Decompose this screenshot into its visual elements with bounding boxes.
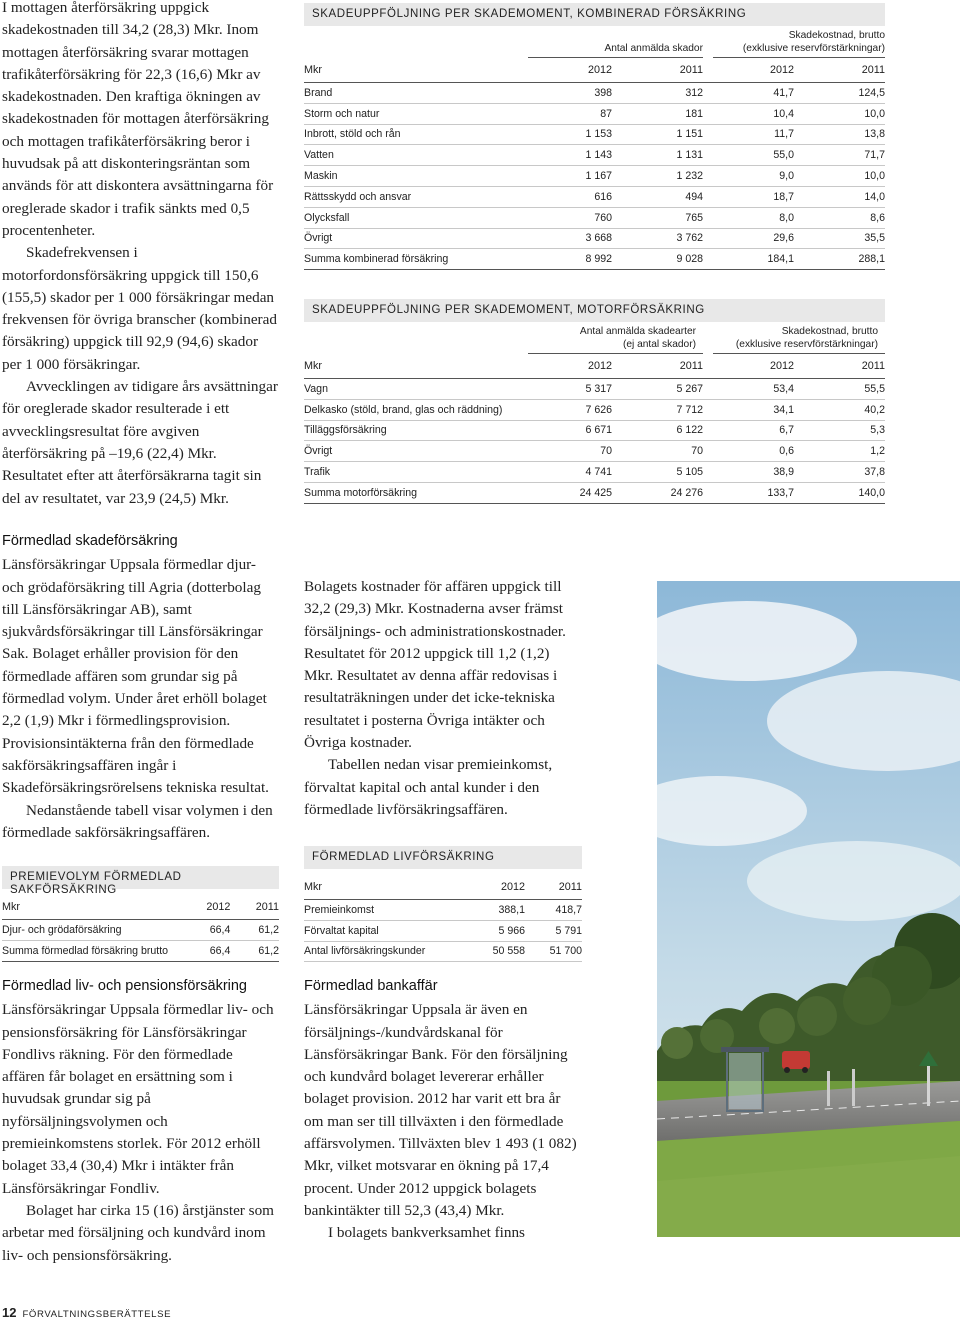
- table-row: [304, 124, 885, 145]
- cell-value: 2011: [230, 895, 279, 920]
- cell-value: 70: [528, 441, 612, 462]
- cell-value: 1,2: [794, 441, 885, 462]
- row-label: Vatten: [304, 145, 528, 166]
- cell-value: 8 992: [528, 249, 612, 270]
- cell-value: 2012: [528, 58, 612, 83]
- table-header-row: [2, 895, 279, 920]
- formedlad-liv-paragraphs: [2, 999, 279, 1267]
- cell-value: 2011: [612, 354, 703, 379]
- cell-value: 5 105: [612, 462, 703, 483]
- cell-value: 8,0: [703, 207, 794, 228]
- formedlad-skade-paragraphs: [2, 554, 279, 844]
- cell-value: 760: [528, 207, 612, 228]
- motor-table: [304, 354, 885, 504]
- cell-value: 2012: [703, 58, 794, 83]
- cell-value: 140,0: [794, 482, 885, 503]
- cell-value: 2011: [794, 354, 885, 379]
- cell-value: 494: [612, 186, 703, 207]
- cell-value: 181: [612, 103, 703, 124]
- row-label: Mkr: [304, 354, 528, 379]
- cell-value: 312: [612, 83, 703, 104]
- table-row: [304, 145, 885, 166]
- cell-value: 4 741: [528, 462, 612, 483]
- table-row: [304, 83, 885, 104]
- cell-value: 24 425: [528, 482, 612, 503]
- table-header-row: [304, 58, 885, 83]
- cell-value: 24 276: [612, 482, 703, 503]
- row-label: Storm och natur: [304, 103, 528, 124]
- cell-value: 124,5: [794, 83, 885, 104]
- cell-value: 1 167: [528, 166, 612, 187]
- row-label: Mkr: [2, 895, 168, 920]
- cell-value: 55,0: [703, 145, 794, 166]
- cell-value: 616: [528, 186, 612, 207]
- cell-value: 70: [612, 441, 703, 462]
- cell-value: 55,5: [794, 379, 885, 400]
- motor-table-block: [304, 299, 885, 504]
- cell-value: 133,7: [703, 482, 794, 503]
- cell-value: 61,2: [230, 920, 279, 941]
- row-label: Djur- och grödaförsäkring: [2, 920, 168, 941]
- row-label: Brand: [304, 83, 528, 104]
- motor-group1-rule: [528, 353, 703, 354]
- premievolym-table-title: PREMIEVOLYM FÖRMEDLAD SAKFÖRSÄKRING: [2, 866, 279, 889]
- left-top-paragraphs: [2, 0, 279, 510]
- cell-value: 38,9: [703, 462, 794, 483]
- cell-value: 9,0: [703, 166, 794, 187]
- cell-value: 5 966: [454, 920, 525, 941]
- motor-group2-label: Skadekostnad, brutto (exklusive reservförstärkningar): [735, 326, 878, 350]
- row-label: Summa kombinerad försäkring: [304, 249, 528, 270]
- cell-value: 2012: [454, 875, 525, 900]
- formedlad-skade-heading: Förmedlad skadeförsäkring: [2, 533, 178, 549]
- table-row: [304, 441, 885, 462]
- cell-value: 2011: [794, 58, 885, 83]
- cell-value: 1 131: [612, 145, 703, 166]
- table-header-row: [304, 875, 582, 900]
- cell-value: 10,0: [794, 103, 885, 124]
- row-label: Trafik: [304, 462, 528, 483]
- row-label: Maskin: [304, 166, 528, 187]
- row-label: Summa förmedlad försäkring brutto: [2, 940, 168, 961]
- table-row: [304, 228, 885, 249]
- cell-value: 50 558: [454, 941, 525, 962]
- kombinerad-group1-rule: [528, 57, 703, 58]
- cell-value: 13,8: [794, 124, 885, 145]
- paragraph: Avvecklingen av tidigare års avsättningar för oreglerade skador resulterade i ett avvecklingsresultat före avgiven återförsäkring på –19,6 (22,4) Mkr. Resultatet efter att återförsäkrarna tagit sin del av resultatet, var 23,9 (24,5) Mkr.: [2, 378, 278, 507]
- row-label: Mkr: [304, 875, 454, 900]
- cell-value: 1 143: [528, 145, 612, 166]
- cell-value: 14,0: [794, 186, 885, 207]
- mid-text: [304, 576, 582, 821]
- cell-value: 765: [612, 207, 703, 228]
- table-sum-row: [2, 940, 279, 961]
- cell-value: 2012: [528, 354, 612, 379]
- cell-value: 2011: [525, 875, 582, 900]
- cell-value: 2011: [612, 58, 703, 83]
- cell-value: 51 700: [525, 941, 582, 962]
- formedlad-skade-section: [2, 530, 279, 844]
- cell-value: 418,7: [525, 900, 582, 921]
- cell-value: 388,1: [454, 900, 525, 921]
- cell-value: 35,5: [794, 228, 885, 249]
- cell-value: 184,1: [703, 249, 794, 270]
- row-label: Olycksfall: [304, 207, 528, 228]
- table-sum-row: [304, 482, 885, 503]
- table-row: [304, 399, 885, 420]
- livforsakring-table-title: FÖRMEDLAD LIVFÖRSÄKRING: [304, 846, 582, 869]
- cell-value: 7 626: [528, 399, 612, 420]
- row-label: Premieinkomst: [304, 900, 454, 921]
- cell-value: 71,7: [794, 145, 885, 166]
- table-row: [304, 186, 885, 207]
- cell-value: 6,7: [703, 420, 794, 441]
- row-label: Antal livförsäkringskunder: [304, 941, 454, 962]
- kombinerad-table-block: [304, 3, 885, 270]
- kombinerad-group1-label: Antal anmälda skador: [604, 43, 703, 54]
- cell-value: 7 712: [612, 399, 703, 420]
- cell-value: 11,7: [703, 124, 794, 145]
- table-header-row: [304, 354, 885, 379]
- paragraph: Bolagets kostnader för affären uppgick till 32,2 (29,3) Mkr. Kostnaderna avser främst försäljnings- och administrationskostnader. Resultatet för 2012 uppgick till 1,2 (1,2) Mkr. Resultatet av denna affär redovisas i resultaträkningen under det icke-tekniska resultatet i posterna Övriga intäkter och Övriga kostnader.: [304, 578, 566, 752]
- table-row: [304, 166, 885, 187]
- landscape-photo: [657, 581, 960, 1237]
- paragraph: Länsförsäkringar Uppsala är även en försäljnings-/kundvårdskanal för Länsförsäkringar Bank. För den försäljning och kundvård bolaget levererar erhåller bolaget provision. 2012 har varit ett bra år om man ser till tillväxten i den förmedlade affärsvolymen. Tillväxten blev 1 493 (1 082) Mkr, vilket motsvarar en ökning på 17,4 procent. Under 2012 uppgick bolagets bankintäkter till 52,3 (43,4) Mkr.: [304, 1001, 577, 1219]
- bankaffar-section: [304, 975, 582, 1245]
- motor-group1-label: Antal anmälda skadearter (ej antal skador): [579, 326, 696, 350]
- cell-value: 66,4: [168, 920, 230, 941]
- cell-value: 10,0: [794, 166, 885, 187]
- cell-value: 2012: [703, 354, 794, 379]
- table-row: [304, 379, 885, 400]
- cell-value: 66,4: [168, 940, 230, 961]
- cell-value: 5,3: [794, 420, 885, 441]
- cell-value: 8,6: [794, 207, 885, 228]
- paragraph: Bolaget har cirka 15 (16) årstjänster som arbetar med försäljning och kundvård inom liv- och pensionsförsäkring.: [2, 1201, 274, 1264]
- paragraph: Länsförsäkringar Uppsala förmedlar djur- och grödaförsäkring till Agria (dotterbolag till Länsförsäkringar AB), samt sjukvårdsförsäkringar till Länsförsäkringar Sak. Bolaget erhåller provision för den förmedlade affären som grundar sig på förmedlad volym. Under året erhöll bolaget 2,2 (1,9) Mkr i förmedlingsprovision. Provisionsintäkterna från den förmedlade sakförsäkringsaffären ingår i Skadeförsäkringsrörelsens tekniska resultat.: [2, 556, 269, 797]
- cell-value: 1 153: [528, 124, 612, 145]
- cell-value: 87: [528, 103, 612, 124]
- motor-group2-rule: [713, 353, 885, 354]
- kombinerad-table-title: SKADEUPPFÖLJNING PER SKADEMOMENT, KOMBINERAD FÖRSÄKRING: [304, 3, 885, 26]
- cell-value: 10,4: [703, 103, 794, 124]
- paragraph: Skadefrekvensen i motorfordonsförsäkring uppgick till 150,6 (155,5) skador per 1 000 försäkringar medan frekvensen för övriga branscher (kombinerad försäkring) uppgick till 92,9 (94,6) skador per 1 000 försäkringar.: [2, 244, 277, 373]
- row-label: Mkr: [304, 58, 528, 83]
- cell-value: 5 267: [612, 379, 703, 400]
- row-label: Förvaltat kapital: [304, 920, 454, 941]
- table-row: [304, 103, 885, 124]
- cell-value: 40,2: [794, 399, 885, 420]
- cell-value: 5 791: [525, 920, 582, 941]
- cell-value: 288,1: [794, 249, 885, 270]
- paragraph: Tabellen nedan visar premieinkomst, förvaltat kapital och antal kunder i den förmedlade livförsäkringsaffären.: [304, 756, 553, 818]
- kombinerad-group2-label: Skadekostnad, brutto (exklusive reservförstärkningar): [742, 30, 885, 54]
- kombinerad-group2-rule: [713, 57, 885, 58]
- cell-value: 29,6: [703, 228, 794, 249]
- left-top-text: [2, 0, 279, 510]
- cell-value: 2012: [168, 895, 230, 920]
- bankaffar-paragraphs: [304, 999, 582, 1244]
- cell-value: 3 668: [528, 228, 612, 249]
- cell-value: 61,2: [230, 940, 279, 961]
- table-sum-row: [304, 249, 885, 270]
- formedlad-liv-section: [2, 975, 279, 1267]
- cell-value: 53,4: [703, 379, 794, 400]
- row-label: Övrigt: [304, 441, 528, 462]
- page-footer: [2, 1304, 171, 1322]
- cell-value: 41,7: [703, 83, 794, 104]
- cell-value: 398: [528, 83, 612, 104]
- row-label: Övrigt: [304, 228, 528, 249]
- row-label: Tilläggsförsäkring: [304, 420, 528, 441]
- row-label: Rättsskydd och ansvar: [304, 186, 528, 207]
- cell-value: 9 028: [612, 249, 703, 270]
- livforsakring-table-block: [304, 846, 582, 962]
- table-row: [304, 920, 582, 941]
- motor-table-title: SKADEUPPFÖLJNING PER SKADEMOMENT, MOTORFÖRSÄKRING: [304, 299, 885, 322]
- cell-value: 6 671: [528, 420, 612, 441]
- paragraph: I bolagets bankverksamhet finns: [328, 1224, 525, 1242]
- cell-value: 5 317: [528, 379, 612, 400]
- paragraph: Länsförsäkringar Uppsala förmedlar liv- och pensionsförsäkring för Länsförsäkringar Fondlivs räkning. För den förmedlade affären får bolaget en ersättning som i huvudsak grundar sig på nyförsäljningsvolymen och premieinkomstens storlek. För 2012 erhöll bolaget 33,4 (30,4) Mkr i intäkter från Länsförsäkringar Fondliv.: [2, 1001, 274, 1197]
- cell-value: 1 232: [612, 166, 703, 187]
- mid-text-paragraphs: [304, 576, 582, 821]
- cell-value: 37,8: [794, 462, 885, 483]
- cell-value: 18,7: [703, 186, 794, 207]
- paragraph: Nedanstående tabell visar volymen i den förmedlade sakförsäkringsaffären.: [2, 801, 273, 841]
- row-label: Inbrott, stöld och rån: [304, 124, 528, 145]
- bankaffar-heading: Förmedlad bankaffär: [304, 978, 438, 994]
- section-name: FÖRVALTNINGSBERÄTTELSE: [22, 1309, 172, 1320]
- livforsakring-table: [304, 875, 582, 962]
- table-row: [304, 900, 582, 921]
- row-label: Summa motorförsäkring: [304, 482, 528, 503]
- table-row: [2, 920, 279, 941]
- cell-value: 6 122: [612, 420, 703, 441]
- premievolym-table-block: [2, 866, 279, 962]
- kombinerad-table: [304, 58, 885, 270]
- row-label: Delkasko (stöld, brand, glas och räddning): [304, 399, 528, 420]
- paragraph: I mottagen återförsäkring uppgick skadekostnaden till 34,2 (28,3) Mkr. Inom mottagen återförsäkring svarar mottagen trafikåterförsäkring för 22,3 (16,6) Mkr av skadekostnaden. Den kraftiga ökningen av skadekostnaden för mottagen återförsäkring och mottagen trafikåterförsäkring beror i huvudsak på att diskonteringsräntan som används för att diskontera avsättningarna för oreglerade skador i trafik sänkts med 0,5 procentenheter.: [2, 0, 274, 239]
- row-label: Vagn: [304, 379, 528, 400]
- table-row: [304, 420, 885, 441]
- table-row: [304, 207, 885, 228]
- formedlad-liv-heading: Förmedlad liv- och pensionsförsäkring: [2, 978, 247, 994]
- cell-value: 3 762: [612, 228, 703, 249]
- table-row: [304, 941, 582, 962]
- table-row: [304, 462, 885, 483]
- cell-value: 1 151: [612, 124, 703, 145]
- cell-value: 0,6: [703, 441, 794, 462]
- page-number: 12: [2, 1305, 17, 1320]
- cell-value: 34,1: [703, 399, 794, 420]
- premievolym-table: [2, 895, 279, 962]
